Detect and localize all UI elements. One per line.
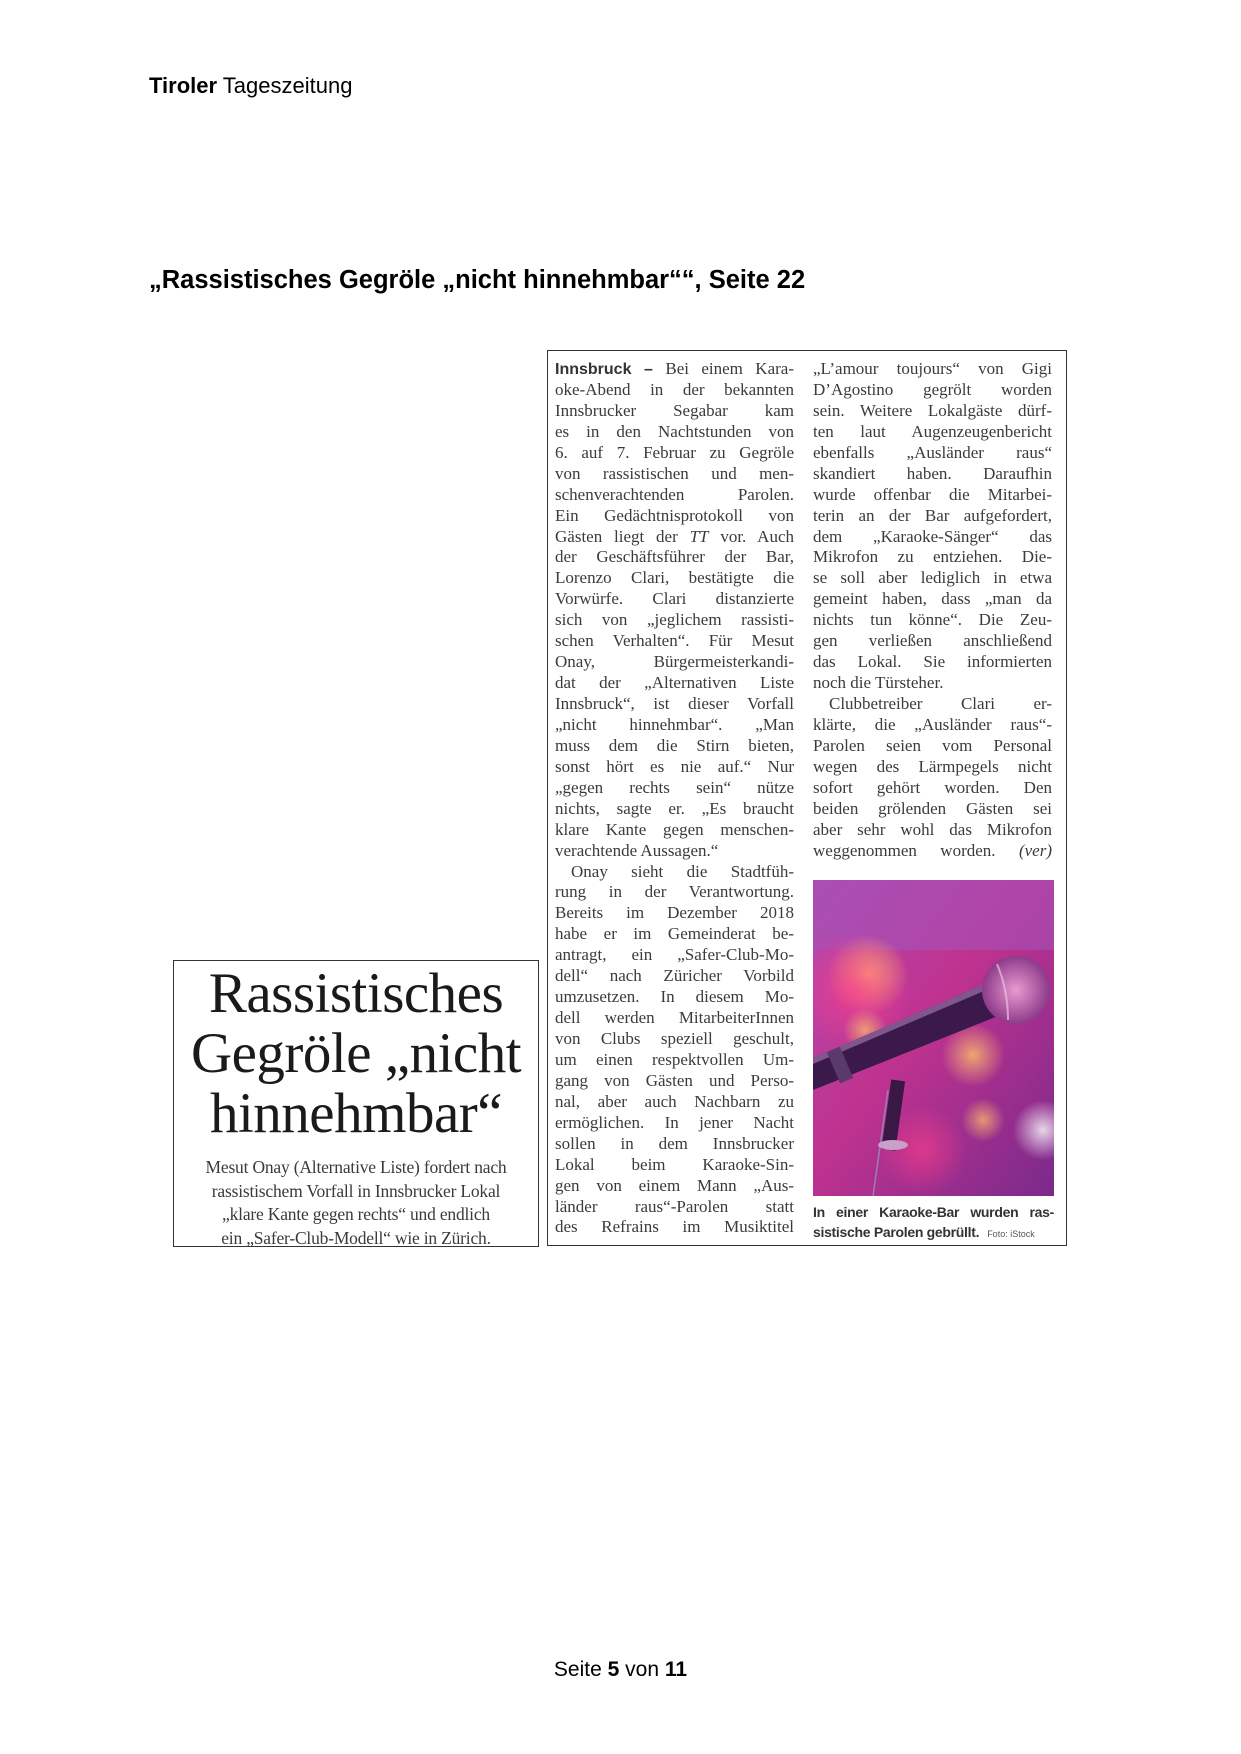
article-line	[813, 631, 1052, 652]
article-line	[813, 443, 1052, 464]
line-text: schenverachtenden Parolen.	[555, 484, 794, 504]
article-line	[555, 882, 794, 903]
clipping-title: „Rassistisches Gegröle „nicht hinnehmbar““, Seite 22	[149, 266, 806, 294]
article-line	[813, 589, 1052, 610]
caption-line	[813, 1222, 1054, 1242]
line-text: Innsbrucker Segabar kam	[555, 400, 794, 420]
dateline: Innsbruck –	[555, 361, 653, 378]
line-text: Onay, Bürgermeisterkandi-	[555, 652, 794, 672]
article-line	[555, 589, 794, 610]
headline-line: Rassistisches	[208, 962, 504, 1025]
line-text: von Clubs speziell geschult,	[555, 1029, 794, 1048]
line-text: wegen des Lärmpegels nicht	[813, 756, 1052, 776]
line-text: es in den Nachtstunden von	[555, 421, 794, 441]
line-text: sofort gehört worden. Den	[813, 777, 1052, 797]
article-line	[813, 422, 1052, 443]
line-text: muss dem die Stirn bieten,	[555, 735, 794, 755]
article-line	[555, 945, 794, 966]
article-line	[555, 1008, 794, 1029]
subhead-line: Mesut Onay (Alternative Liste) fordert nach	[205, 1157, 507, 1177]
caption-text: sistische Parolen gebrüllt.	[813, 1224, 980, 1240]
line-text: rung in der Verantwortung.	[555, 882, 794, 902]
line-text: antragt, ein „Safer-Club-Mo-	[555, 945, 794, 965]
line-text: Lokal beim Karaoke-Sin-	[555, 1154, 794, 1174]
photo-credit: Foto: iStock	[987, 1229, 1035, 1239]
line-text: gemeint haben, dass „man da	[813, 589, 1052, 609]
line-text: nal, aber auch Nachbarn zu	[555, 1091, 794, 1111]
article-line	[813, 464, 1052, 485]
line-text: ten laut Augenzeugenbericht	[813, 421, 1052, 441]
line-text: Innsbruck“, ist dieser Vorfall	[555, 694, 794, 713]
article-line	[813, 757, 1052, 778]
newspaper-name-bold: Tiroler	[149, 73, 218, 98]
line-text: des Refrains im Musiktitel	[555, 1217, 794, 1237]
microphone-photo	[813, 880, 1054, 1196]
line-text: dell“ nach Züricher Vorbild	[555, 966, 794, 986]
article-line	[555, 380, 794, 401]
article-line	[555, 610, 794, 631]
headline-line: hinnehmbar“	[209, 1082, 503, 1145]
article-line	[813, 527, 1052, 548]
footer-middle: von	[625, 1658, 660, 1681]
article-line	[555, 1134, 794, 1155]
line-text: Bereits im Dezember 2018	[555, 903, 794, 923]
article-line	[555, 527, 794, 548]
headline-line: Gegröle „nicht	[190, 1022, 522, 1085]
line-text: „gegen rechts sein“ nütze	[555, 777, 794, 797]
article-line	[813, 359, 1052, 380]
article-line	[555, 631, 794, 652]
line-text: dem „Karaoke-Sänger“ das	[813, 526, 1052, 546]
line-text: gen verließen anschließend	[813, 631, 1052, 651]
article-line	[555, 966, 794, 987]
article-line	[813, 380, 1052, 401]
newspaper-name	[149, 73, 352, 99]
line-text: dell werden MitarbeiterInnen	[555, 1008, 794, 1028]
line-text: weggenommen worden.	[813, 840, 1019, 860]
article-line	[555, 568, 794, 589]
article-line	[555, 1029, 794, 1050]
line-text: Onay sieht die Stadtfüh-	[571, 861, 794, 881]
article-line	[813, 652, 1052, 673]
article-line	[555, 652, 794, 673]
article-line	[555, 1050, 794, 1071]
article-line	[555, 1155, 794, 1176]
article-column-1	[555, 359, 794, 1238]
emphasis: TT	[689, 526, 709, 546]
line-text: Bei einem Kara-	[652, 359, 794, 378]
line-text: noch die Türsteher.	[813, 673, 944, 693]
line-text: sich von „jeglichem rassisti-	[555, 610, 794, 630]
footer-prefix: Seite	[553, 1658, 602, 1681]
line-text: aber sehr wohl das Mikrofon	[813, 819, 1052, 839]
article-line	[813, 778, 1052, 799]
line-text: beiden grölenden Gästen sei	[813, 798, 1052, 818]
newspaper-name-regular: Tageszeitung	[222, 73, 353, 98]
line-text: se soll aber lediglich in etwa	[813, 568, 1052, 588]
emphasis: (ver)	[1018, 840, 1052, 860]
article-line	[555, 673, 794, 694]
article-line	[813, 401, 1052, 422]
article-line	[813, 610, 1052, 631]
line-text: sonst hört es nie auf.“ Nur	[555, 756, 794, 776]
line-text: sollen in dem Innsbrucker	[555, 1133, 794, 1153]
article-line	[555, 464, 794, 485]
headline-box	[173, 960, 539, 1247]
line-text: umzusetzen. In diesem Mo-	[555, 987, 794, 1007]
article-line	[555, 778, 794, 799]
article-line	[555, 1217, 794, 1238]
article-line	[555, 924, 794, 945]
line-text: D’Agostino gegrölt worden	[813, 379, 1052, 399]
line-text: um einen respektvollen Um-	[555, 1049, 794, 1069]
article-line	[555, 694, 794, 715]
article-line	[813, 694, 1052, 715]
article-line	[555, 757, 794, 778]
line-text: „L’amour toujours“ von Gigi	[813, 359, 1052, 378]
line-text: Vorwürfe. Clari distanzierte	[555, 589, 794, 609]
article-line	[813, 736, 1052, 757]
line-text: länder raus“-Parolen statt	[555, 1196, 794, 1216]
line-text: oke-Abend in der bekannten	[555, 379, 794, 399]
line-text: wurde offenbar die Mitarbei-	[813, 484, 1052, 504]
article-line	[555, 736, 794, 757]
article-line	[555, 422, 794, 443]
line-text: Ein Gedächtnisprotokoll von	[555, 505, 794, 525]
article-line	[555, 359, 794, 380]
article-line	[555, 841, 794, 862]
line-text: Mikrofon zu entziehen. Die-	[813, 547, 1052, 567]
line-text: 6. auf 7. Februar zu Gegröle	[555, 442, 794, 462]
article-line	[813, 799, 1052, 820]
line-text: ebenfalls „Ausländer raus“	[813, 442, 1052, 462]
photo-caption	[813, 1202, 1054, 1242]
line-text: der Geschäftsführer der Bar,	[555, 547, 794, 567]
article-line	[555, 1113, 794, 1134]
article-line	[555, 401, 794, 422]
article-line	[555, 1197, 794, 1218]
line-text: verachtende Aussagen.“	[555, 840, 719, 860]
line-text: klare Kante gegen menschen-	[555, 819, 794, 839]
article-line	[813, 506, 1052, 527]
line-text: terin an der Bar aufgefordert,	[813, 505, 1052, 525]
article-line	[555, 443, 794, 464]
page-footer	[0, 1658, 1241, 1682]
line-text: vor. Auch	[708, 526, 794, 546]
article-line	[813, 673, 1052, 694]
article-line	[813, 841, 1052, 862]
line-text: „nicht hinnehmbar“. „Man	[555, 714, 794, 734]
line-text: Clubbetreiber Clari er-	[829, 694, 1052, 713]
subhead-line: rassistischem Vorfall in Innsbrucker Lokal	[211, 1180, 501, 1201]
article-line	[555, 903, 794, 924]
line-text: habe er im Gemeinderat be-	[555, 924, 794, 944]
line-text: das Lokal. Sie informierten	[813, 652, 1052, 672]
article-line	[555, 485, 794, 506]
article-line	[555, 1071, 794, 1092]
subhead-line: ein „Safer-Club-Modell“ wie in Zürich.	[221, 1227, 491, 1248]
line-text: Lorenzo Clari, bestätigte die	[555, 568, 794, 588]
article-line	[555, 1176, 794, 1197]
total-page-count: 11	[664, 1658, 688, 1681]
article-line	[813, 820, 1052, 841]
line-text: dat der „Alternativen Liste	[555, 673, 794, 693]
line-text: klärte, die „Ausländer raus“-	[813, 714, 1052, 734]
article-line	[555, 820, 794, 841]
line-text: gang von Gästen und Perso-	[555, 1070, 794, 1090]
article-line	[555, 506, 794, 527]
article-line	[555, 547, 794, 568]
subhead-line: „klare Kante gegen rechts“ und endlich	[222, 1204, 490, 1224]
line-text: gen von einem Mann „Aus-	[555, 1175, 794, 1195]
article-line	[813, 568, 1052, 589]
article-column-2	[813, 359, 1052, 862]
article-line	[555, 715, 794, 736]
article-line	[813, 715, 1052, 736]
article-line	[555, 1092, 794, 1113]
line-text: nichts tun könne“. Die Zeu-	[813, 610, 1052, 630]
line-text: nichts, sagte er. „Es braucht	[555, 798, 794, 818]
line-text: Gästen liegt der	[555, 526, 690, 546]
article-line	[555, 799, 794, 820]
line-text: sein. Weitere Lokalgäste dürf-	[813, 400, 1052, 420]
caption-line: In einer Karaoke-Bar wurden ras-	[813, 1204, 1054, 1220]
line-text: von rassistischen und men-	[555, 463, 794, 483]
article-line	[813, 485, 1052, 506]
current-page-number: 5	[607, 1658, 620, 1681]
article-line	[555, 987, 794, 1008]
line-text: skandiert haben. Daraufhin	[813, 463, 1052, 483]
article-line	[813, 547, 1052, 568]
line-text: schen Verhalten“. Für Mesut	[555, 631, 794, 651]
line-text: Parolen seien vom Personal	[813, 735, 1052, 755]
article-line	[555, 862, 794, 883]
line-text: ermöglichen. In jener Nacht	[555, 1112, 794, 1132]
